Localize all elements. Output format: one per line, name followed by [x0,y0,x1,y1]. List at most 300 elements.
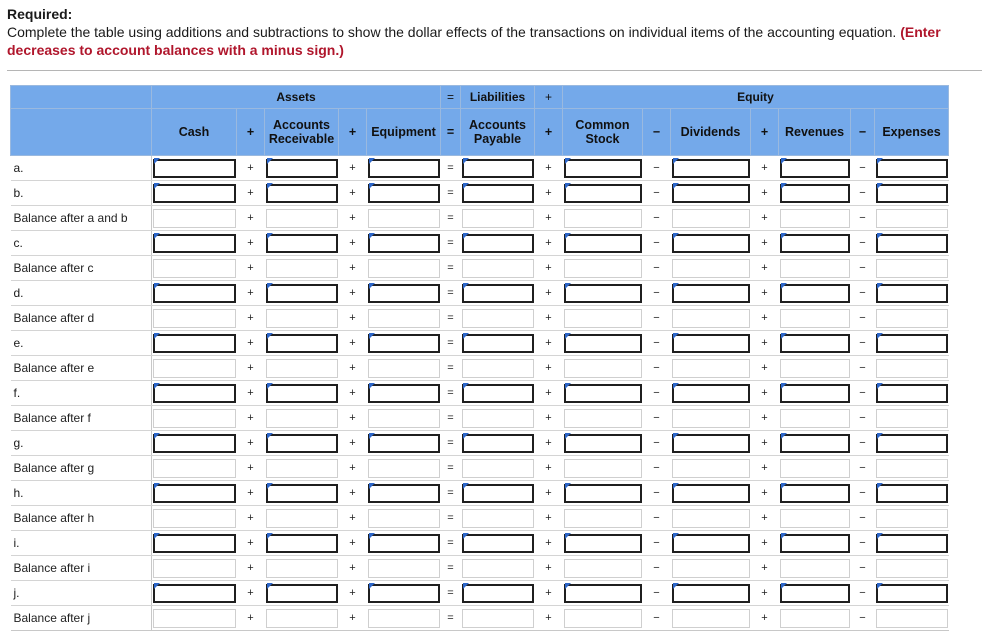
transaction-row [11,381,949,406]
expenses-input[interactable] [876,309,948,328]
column-header-common-stock: Common Stock [563,109,643,156]
instructions-note: (Enter decreases to account balances with a minus sign.) [7,24,941,58]
revenues-cell [779,481,851,506]
cash-cell [152,506,237,531]
cash-input[interactable] [153,284,236,303]
revenues-input[interactable] [780,409,850,428]
plus-group-header: + [535,86,563,109]
assets-group-header: Assets [152,86,441,109]
revenues-input[interactable] [780,159,850,178]
accounts-payable-input[interactable] [462,584,534,603]
cash-input[interactable] [153,209,236,228]
accounts-payable-cell [461,181,535,206]
dividends-input[interactable] [672,459,750,478]
dividends-cell [671,506,751,531]
accounts-receivable-input[interactable] [266,434,338,453]
accounts-payable-input[interactable] [462,209,534,228]
accounts-payable-cell [461,481,535,506]
dropdown-marker-icon [565,283,571,289]
column-header-expenses: Expenses [875,109,949,156]
revenues-input[interactable] [780,434,850,453]
dividends-cell [671,456,751,481]
plus-sign: + [339,306,367,331]
common-stock-input[interactable] [564,259,642,278]
accounts-receivable-input[interactable] [266,184,338,203]
cash-input[interactable] [153,484,236,503]
equals-sign: = [441,406,461,431]
equals-sign: = [441,381,461,406]
revenues-input[interactable] [780,334,850,353]
accounts-receivable-cell [265,581,339,606]
accounts-payable-input[interactable] [462,509,534,528]
common-stock-cell [563,356,643,381]
equals-sign: = [441,556,461,581]
equipment-cell [367,431,441,456]
common-stock-cell [563,206,643,231]
expenses-input[interactable] [876,284,948,303]
dropdown-marker-icon [673,233,679,239]
accounts-payable-input[interactable] [462,184,534,203]
equipment-input[interactable] [368,159,440,178]
minus-sign: − [851,356,875,381]
plus-sign: + [535,356,563,381]
row-label: h. [11,481,152,506]
balance-row [11,306,949,331]
cash-input[interactable] [153,159,236,178]
revenues-cell [779,281,851,306]
expenses-input[interactable] [876,509,948,528]
dividends-cell [671,231,751,256]
dividends-input[interactable] [672,209,750,228]
revenues-input[interactable] [780,584,850,603]
dropdown-marker-icon [369,233,375,239]
dropdown-marker-icon [369,158,375,164]
accounts-payable-input[interactable] [462,259,534,278]
cash-input[interactable] [153,434,236,453]
equipment-cell [367,606,441,631]
plus-sign: + [339,556,367,581]
equipment-input[interactable] [368,359,440,378]
common-stock-cell [563,156,643,181]
dropdown-marker-icon [877,433,883,439]
accounts-payable-input[interactable] [462,434,534,453]
revenues-cell [779,306,851,331]
expenses-input[interactable] [876,584,948,603]
dividends-input[interactable] [672,609,750,628]
common-stock-input[interactable] [564,209,642,228]
minus-sign: − [643,456,671,481]
column-operator: + [751,109,779,156]
accounts-receivable-cell [265,331,339,356]
cash-input[interactable] [153,234,236,253]
plus-sign: + [237,431,265,456]
revenues-input[interactable] [780,509,850,528]
expenses-input[interactable] [876,409,948,428]
equipment-input[interactable] [368,384,440,403]
accounts-receivable-input[interactable] [266,484,338,503]
equipment-input[interactable] [368,459,440,478]
plus-sign: + [237,456,265,481]
plus-sign: + [339,256,367,281]
minus-sign: − [851,506,875,531]
expenses-input[interactable] [876,384,948,403]
accounts-receivable-input[interactable] [266,559,338,578]
transaction-row [11,481,949,506]
revenues-cell [779,381,851,406]
common-stock-input[interactable] [564,509,642,528]
cash-input[interactable] [153,584,236,603]
equipment-input[interactable] [368,559,440,578]
dividends-input[interactable] [672,384,750,403]
dividends-input[interactable] [672,559,750,578]
accounts-receivable-input[interactable] [266,234,338,253]
accounts-receivable-input[interactable] [266,334,338,353]
expenses-input[interactable] [876,334,948,353]
revenues-input[interactable] [780,209,850,228]
plus-sign: + [535,256,563,281]
dividends-input[interactable] [672,234,750,253]
cash-input[interactable] [153,534,236,553]
plus-sign: + [535,231,563,256]
plus-sign: + [535,556,563,581]
plus-sign: + [535,306,563,331]
plus-sign: + [751,381,779,406]
dividends-input[interactable] [672,159,750,178]
equipment-input[interactable] [368,234,440,253]
dropdown-marker-icon [369,433,375,439]
accounts-payable-input[interactable] [462,284,534,303]
dropdown-marker-icon [565,333,571,339]
accounts-receivable-input[interactable] [266,259,338,278]
minus-sign: − [643,181,671,206]
plus-sign: + [751,356,779,381]
dividends-input[interactable] [672,409,750,428]
dividends-input[interactable] [672,584,750,603]
expenses-input[interactable] [876,209,948,228]
row-label: Balance after i [11,556,152,581]
dropdown-marker-icon [154,233,160,239]
instructions-body: Complete the table using additions and subtractions to show the dollar effects of the transactions on individual items of the accounting equation. [7,24,897,40]
cash-input[interactable] [153,609,236,628]
row-label: Balance after e [11,356,152,381]
expenses-cell [875,481,949,506]
plus-sign: + [339,331,367,356]
cash-input[interactable] [153,309,236,328]
expenses-cell [875,531,949,556]
common-stock-input[interactable] [564,609,642,628]
row-label: Balance after h [11,506,152,531]
accounts-payable-input[interactable] [462,484,534,503]
equipment-input[interactable] [368,409,440,428]
dividends-cell [671,531,751,556]
common-stock-input[interactable] [564,434,642,453]
expenses-input[interactable] [876,459,948,478]
dropdown-marker-icon [463,183,469,189]
transaction-row [11,156,949,181]
dropdown-marker-icon [154,433,160,439]
plus-sign: + [237,181,265,206]
plus-sign: + [339,381,367,406]
plus-sign: + [237,606,265,631]
accounts-payable-input[interactable] [462,609,534,628]
accounts-receivable-input[interactable] [266,534,338,553]
minus-sign: − [643,156,671,181]
common-stock-input[interactable] [564,484,642,503]
common-stock-input[interactable] [564,309,642,328]
expenses-input[interactable] [876,434,948,453]
expenses-cell [875,331,949,356]
header-blank-2 [11,109,152,156]
column-header-revenues: Revenues [779,109,851,156]
expenses-input[interactable] [876,184,948,203]
dividends-input[interactable] [672,309,750,328]
accounts-receivable-cell [265,181,339,206]
accounts-receivable-input[interactable] [266,209,338,228]
dropdown-marker-icon [673,158,679,164]
minus-sign: − [643,331,671,356]
minus-sign: − [851,231,875,256]
dropdown-marker-icon [565,533,571,539]
plus-sign: + [535,381,563,406]
accounts-payable-cell [461,281,535,306]
cash-input[interactable] [153,259,236,278]
accounts-receivable-cell [265,556,339,581]
expenses-input[interactable] [876,609,948,628]
cash-input[interactable] [153,359,236,378]
dropdown-marker-icon [463,383,469,389]
revenues-cell [779,531,851,556]
revenues-cell [779,556,851,581]
expenses-input[interactable] [876,534,948,553]
cash-input[interactable] [153,409,236,428]
minus-sign: − [643,206,671,231]
common-stock-input[interactable] [564,284,642,303]
equipment-input[interactable] [368,484,440,503]
common-stock-cell [563,331,643,356]
cash-input[interactable] [153,184,236,203]
instructions-text [7,23,982,59]
plus-sign: + [535,281,563,306]
accounts-payable-input[interactable] [462,159,534,178]
accounts-payable-input[interactable] [462,359,534,378]
cash-cell [152,206,237,231]
row-label: Balance after a and b [11,206,152,231]
accounts-receivable-cell [265,206,339,231]
accounts-payable-input[interactable] [462,309,534,328]
accounts-receivable-input[interactable] [266,409,338,428]
accounts-payable-input[interactable] [462,409,534,428]
accounts-receivable-cell [265,531,339,556]
dropdown-marker-icon [673,483,679,489]
equipment-input[interactable] [368,509,440,528]
dropdown-marker-icon [154,383,160,389]
equipment-input[interactable] [368,609,440,628]
cash-cell [152,156,237,181]
accounts-payable-input[interactable] [462,534,534,553]
accounts-payable-input[interactable] [462,459,534,478]
expenses-input[interactable] [876,259,948,278]
dividends-input[interactable] [672,359,750,378]
column-operator: + [339,109,367,156]
cash-cell [152,306,237,331]
plus-sign: + [339,181,367,206]
plus-sign: + [237,281,265,306]
revenues-input[interactable] [780,359,850,378]
accounts-receivable-input[interactable] [266,384,338,403]
accounts-payable-cell [461,356,535,381]
plus-sign: + [339,456,367,481]
instructions [7,6,982,59]
minus-sign: − [643,381,671,406]
revenues-input[interactable] [780,484,850,503]
minus-sign: − [851,531,875,556]
revenues-cell [779,506,851,531]
header-blank [11,86,152,109]
accounts-payable-input[interactable] [462,334,534,353]
accounts-receivable-input[interactable] [266,509,338,528]
plus-sign: + [751,581,779,606]
revenues-cell [779,356,851,381]
accounts-receivable-cell [265,381,339,406]
dividends-cell [671,406,751,431]
dividends-input[interactable] [672,534,750,553]
accounts-receivable-input[interactable] [266,159,338,178]
expenses-input[interactable] [876,234,948,253]
accounts-payable-cell [461,156,535,181]
cash-cell [152,281,237,306]
cash-input[interactable] [153,459,236,478]
accounts-receivable-cell [265,231,339,256]
common-stock-input[interactable] [564,359,642,378]
common-stock-input[interactable] [564,534,642,553]
balance-row [11,506,949,531]
revenues-input[interactable] [780,534,850,553]
equipment-cell [367,531,441,556]
dividends-input[interactable] [672,334,750,353]
minus-sign: − [643,581,671,606]
revenues-input[interactable] [780,459,850,478]
dividends-cell [671,381,751,406]
row-label: Balance after c [11,256,152,281]
accounts-receivable-input[interactable] [266,309,338,328]
dividends-input[interactable] [672,184,750,203]
minus-sign: − [851,456,875,481]
accounts-payable-input[interactable] [462,384,534,403]
equipment-input[interactable] [368,284,440,303]
accounts-receivable-input[interactable] [266,609,338,628]
common-stock-input[interactable] [564,159,642,178]
dividends-input[interactable] [672,259,750,278]
plus-sign: + [339,406,367,431]
equipment-input[interactable] [368,334,440,353]
dividends-input[interactable] [672,484,750,503]
plus-sign: + [237,206,265,231]
accounts-receivable-input[interactable] [266,584,338,603]
equipment-input[interactable] [368,209,440,228]
equipment-input[interactable] [368,259,440,278]
plus-sign: + [751,156,779,181]
cash-input[interactable] [153,384,236,403]
cash-input[interactable] [153,559,236,578]
accounts-receivable-cell [265,406,339,431]
balance-row [11,556,949,581]
equipment-input[interactable] [368,584,440,603]
common-stock-input[interactable] [564,584,642,603]
accounts-receivable-cell [265,481,339,506]
plus-sign: + [535,406,563,431]
plus-sign: + [751,431,779,456]
dropdown-marker-icon [463,158,469,164]
revenues-cell [779,406,851,431]
expenses-input[interactable] [876,559,948,578]
expenses-input[interactable] [876,159,948,178]
common-stock-input[interactable] [564,409,642,428]
revenues-input[interactable] [780,284,850,303]
dropdown-marker-icon [673,433,679,439]
equipment-input[interactable] [368,434,440,453]
accounts-payable-input[interactable] [462,559,534,578]
dropdown-marker-icon [877,533,883,539]
dividends-input[interactable] [672,434,750,453]
cash-cell [152,606,237,631]
balance-row [11,356,949,381]
plus-sign: + [237,231,265,256]
equipment-input[interactable] [368,534,440,553]
dropdown-marker-icon [877,283,883,289]
dividends-input[interactable] [672,509,750,528]
revenues-input[interactable] [780,609,850,628]
equipment-input[interactable] [368,184,440,203]
accounts-receivable-input[interactable] [266,284,338,303]
minus-sign: − [851,206,875,231]
dropdown-marker-icon [673,533,679,539]
dropdown-marker-icon [369,583,375,589]
equipment-input[interactable] [368,309,440,328]
equipment-cell [367,156,441,181]
revenues-input[interactable] [780,234,850,253]
common-stock-input[interactable] [564,559,642,578]
equipment-cell [367,331,441,356]
expenses-input[interactable] [876,359,948,378]
accounts-receivable-cell [265,156,339,181]
common-stock-input[interactable] [564,459,642,478]
revenues-input[interactable] [780,384,850,403]
dropdown-marker-icon [673,333,679,339]
accounts-receivable-input[interactable] [266,359,338,378]
revenues-cell [779,606,851,631]
accounts-payable-input[interactable] [462,234,534,253]
dropdown-marker-icon [267,383,273,389]
common-stock-cell [563,556,643,581]
revenues-input[interactable] [780,309,850,328]
common-stock-input[interactable] [564,334,642,353]
revenues-input[interactable] [780,184,850,203]
dividends-input[interactable] [672,284,750,303]
plus-sign: + [237,556,265,581]
expenses-input[interactable] [876,484,948,503]
cash-input[interactable] [153,509,236,528]
revenues-input[interactable] [780,259,850,278]
dropdown-marker-icon [781,483,787,489]
dropdown-marker-icon [781,183,787,189]
dropdown-marker-icon [267,533,273,539]
common-stock-input[interactable] [564,234,642,253]
common-stock-input[interactable] [564,384,642,403]
cash-input[interactable] [153,334,236,353]
revenues-input[interactable] [780,559,850,578]
common-stock-input[interactable] [564,184,642,203]
accounts-receivable-input[interactable] [266,459,338,478]
